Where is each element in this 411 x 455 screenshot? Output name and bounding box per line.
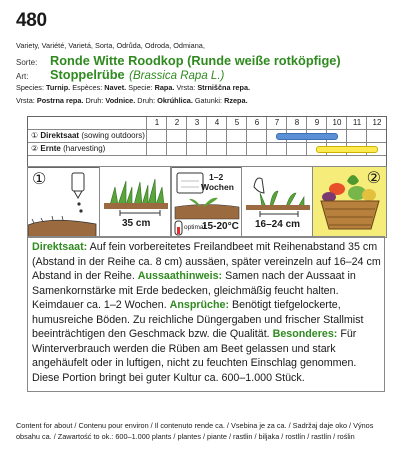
species-row — [16, 66, 224, 84]
calendar-cell — [146, 130, 167, 142]
panel-sowing — [27, 166, 101, 238]
species-translations-2: Vrsta: Postrna repa. Druh: Vodnice. Druh: Okrúhlica. Gatunki: Rzepa. — [16, 96, 248, 105]
art-label: Art: — [16, 72, 29, 81]
calendar-cell — [366, 130, 387, 142]
calendar-month-2: 2 — [166, 117, 187, 129]
calendar-cell — [166, 143, 187, 155]
calendar-row-sowing — [28, 130, 386, 143]
heading-direktsaat: Direktsaat: — [32, 241, 88, 253]
calendar-label-harvest: ② Ernte (harvesting) — [31, 144, 106, 153]
calendar-cell — [166, 130, 187, 142]
calendar-month-12: 12 — [366, 117, 387, 129]
calendar-cell — [206, 143, 227, 155]
footer-content-line-1: Content for about / Contenu pour environ / Il contenuto rende ca. / Vsebina je za ca. / Sadržaj daje oko / Výnos — [16, 421, 374, 430]
panel-germination — [170, 166, 243, 238]
calendar-cell — [246, 130, 267, 142]
harvest-period-bar — [316, 146, 378, 153]
sorte-label: Sorte: — [16, 58, 38, 67]
calendar-cell — [146, 143, 167, 155]
calendar-month-8: 8 — [286, 117, 307, 129]
calendar-cell — [246, 143, 267, 155]
row-spacing-value: 35 cm — [122, 218, 151, 229]
calendar-cell — [186, 130, 207, 142]
panel-thinning — [241, 166, 314, 238]
instructions-text: Direktsaat: Auf fein vorbereitetes Freilandbeet mit Reihenabstand 35 cm (Abstand in der Reihe ca. 8 cm) aussäen, später vereinzeln auf 16–24 cm Abstand in der Reihe. Aussaathinweis: Samen nach der Aussaat in Samenkornstärke mit Erde bedecken, gleichmäßig feucht halten. Keimdauer ca. 1–2 Wochen. Ansprüche: Benötigt tiefgelockerte, humusreiche Böden. Zu reichliche Düngergaben und frischer Stallmist beeinträchtigen den Geschmack bzw. die Qualität. Besonderes: Für Winterverbrauch werden die Rüben am Beet gelassen und stark angehäufelt oder in luftigen, nicht zu feuchten Einschlag genommen. Diese Portion bringt bei guter Kultur ca. 600–1.000 Stück. — [27, 236, 385, 392]
calendar-month-10: 10 — [326, 117, 347, 129]
sowing-period-bar — [276, 133, 338, 140]
optimal-temperature: 15-20°C — [202, 221, 239, 232]
calendar-month-header — [28, 117, 386, 130]
calendar-row-harvest — [28, 143, 386, 156]
seed-drop-icon — [28, 167, 100, 237]
calendar-month-11: 11 — [346, 117, 367, 129]
calendar-cell — [226, 130, 247, 142]
variety-name: Ronde Witte Roodkop (Runde weiße rotköpfige) — [50, 53, 341, 68]
species-translations-1: Species: Turnip. Espèces: Navet. Specie: Rapa. Vrsta: Strniščna repa. — [16, 83, 251, 92]
panel-row-spacing — [99, 166, 172, 238]
footer-content-line-2: obsahu ca. / Zawartość to ok.: 600–1.000 plants / plantes / piante / rastlin / biljaka / rostlín / rastlín / roślin — [16, 432, 355, 441]
variety-languages: Variety, Variété, Varietá, Sorta, Odrůda, Odroda, Odmiana, — [16, 41, 205, 50]
species-name: Stoppelrübe — [50, 67, 125, 82]
vegetable-basket-icon — [313, 167, 386, 237]
sowing-calendar — [27, 116, 387, 168]
step2-marker: ② — [366, 170, 381, 187]
heading-besonderes: Besonderes: — [272, 328, 338, 340]
heading-ansprueche: Ansprüche: — [169, 299, 230, 311]
calendar-cell — [226, 143, 247, 155]
germination-weeks-unit: Wochen — [201, 182, 234, 192]
calendar-month-4: 4 — [206, 117, 227, 129]
calendar-label-sowing: ① Direktsaat (sowing outdoors) — [31, 131, 145, 140]
calendar-month-1: 1 — [146, 117, 167, 129]
calendar-month-3: 3 — [186, 117, 207, 129]
calendar-month-5: 5 — [226, 117, 247, 129]
step1-marker: ① — [32, 171, 47, 188]
panel-harvest — [312, 166, 387, 238]
species-latin: (Brassica Rapa L.) — [129, 70, 225, 82]
optimal-label: optimal: — [184, 224, 207, 231]
germination-weeks-num: 1–2 — [209, 172, 224, 182]
packet-number: 480 — [16, 10, 47, 31]
thinning-spacing-value: 16–24 cm — [255, 219, 301, 230]
calendar-month-9: 9 — [306, 117, 327, 129]
calendar-cell — [266, 143, 287, 155]
calendar-cell — [206, 130, 227, 142]
yield-note: Diese Portion bringt bei guter Kultur ca. 600–1.000 Stück. — [32, 371, 305, 384]
calendar-cell — [286, 143, 307, 155]
calendar-month-6: 6 — [246, 117, 267, 129]
calendar-cell — [186, 143, 207, 155]
calendar-month-7: 7 — [266, 117, 287, 129]
calendar-cell — [346, 130, 367, 142]
heading-aussaathinweis: Aussaathinweis: — [137, 270, 223, 282]
